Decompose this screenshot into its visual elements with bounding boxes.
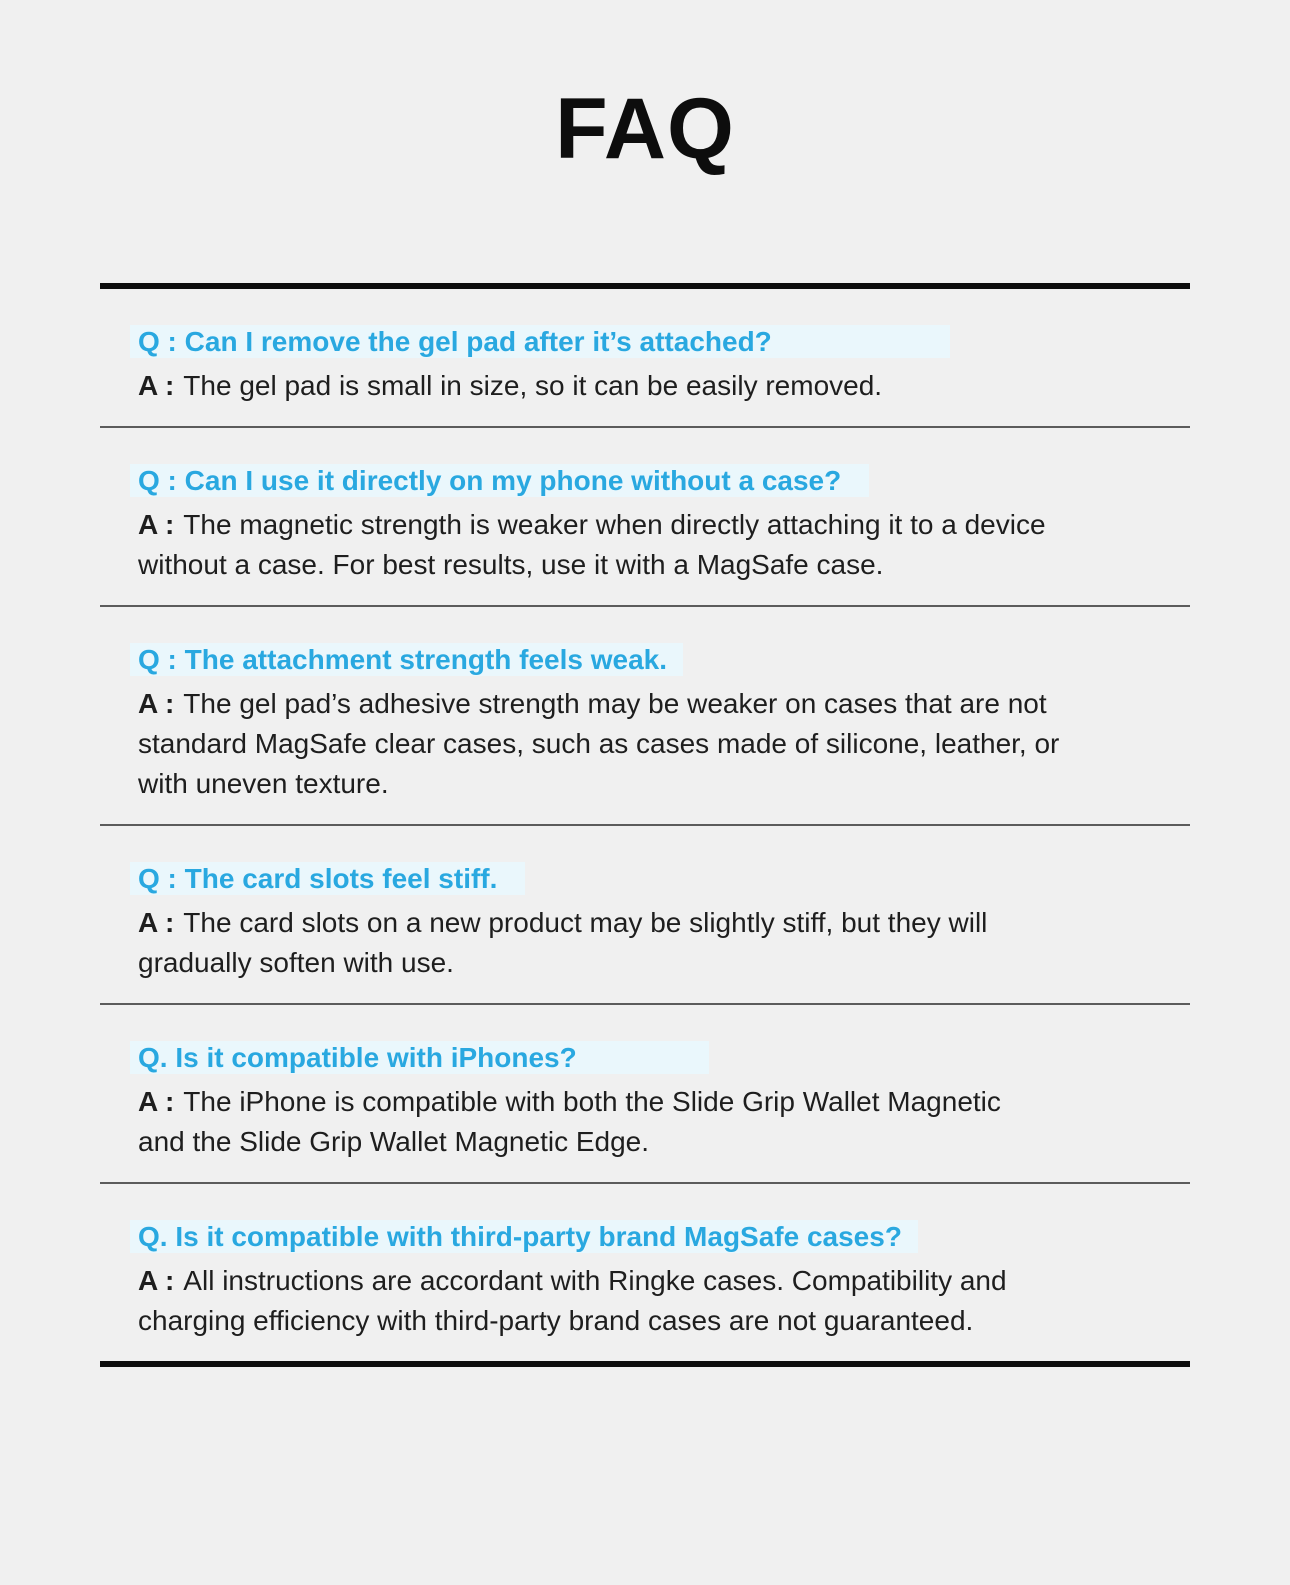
answer-line [130,903,1160,943]
answer-line [130,545,1160,585]
faq-page [0,81,1290,1367]
faq-item [100,428,1190,607]
answer-label: A : [138,1086,175,1117]
question-row [130,325,1160,358]
question-row [130,1041,1160,1074]
answer-line-text: The iPhone is compatible with both the Slide Grip Wallet Magnetic [183,1086,1001,1117]
answer-line [130,1082,1160,1122]
answer-line [130,1122,1160,1162]
answer-block [130,505,1160,585]
answer-line-text: All instructions are accordant with Ringke cases. Compatibility and [183,1265,1007,1296]
answer-line [130,764,1160,804]
answer-block [130,1082,1160,1162]
answer-line [130,724,1160,764]
answer-label: A : [138,907,175,938]
faq-list [100,283,1190,1367]
answer-line-text: The card slots on a new product may be slightly stiff, but they will [183,907,988,938]
faq-item [100,289,1190,428]
answer-line-text: The gel pad’s adhesive strength may be weaker on cases that are not [183,688,1047,719]
question-row [130,643,1160,676]
question-text: Q : Can I use it directly on my phone without a case? [130,464,869,497]
answer-line [130,684,1160,724]
answer-line [130,1301,1160,1341]
question-text: Q : Can I remove the gel pad after it’s attached? [130,325,950,358]
answer-label: A : [138,370,175,401]
question-row [130,862,1160,895]
faq-item [100,607,1190,826]
answer-line-text: gradually soften with use. [138,947,454,978]
answer-line [130,505,1160,545]
answer-line-text: and the Slide Grip Wallet Magnetic Edge. [138,1126,650,1157]
page-title: FAQ [555,81,735,177]
answer-line [130,366,1160,406]
question-row [130,464,1160,497]
answer-label: A : [138,509,175,540]
answer-line [130,943,1160,983]
question-text: Q : The card slots feel stiff. [130,862,525,895]
answer-line-text: The gel pad is small in size, so it can be easily removed. [183,370,883,401]
answer-line-text: without a case. For best results, use it with a MagSafe case. [138,549,884,580]
answer-line [130,1261,1160,1301]
answer-line-text: with uneven texture. [138,768,389,799]
answer-label: A : [138,688,175,719]
answer-block [130,903,1160,983]
question-row [130,1220,1160,1253]
answer-line-text: standard MagSafe clear cases, such as cases made of silicone, leather, or [138,728,1060,759]
answer-label: A : [138,1265,175,1296]
faq-item [100,1005,1190,1184]
answer-line-text: The magnetic strength is weaker when directly attaching it to a device [183,509,1046,540]
question-text: Q : The attachment strength feels weak. [130,643,683,676]
answer-block [130,1261,1160,1341]
answer-block [130,684,1160,804]
question-text: Q. Is it compatible with third-party brand MagSafe cases? [130,1220,918,1253]
answer-line-text: charging efficiency with third-party brand cases are not guaranteed. [138,1305,974,1336]
question-text: Q. Is it compatible with iPhones? [130,1041,709,1074]
faq-item [100,826,1190,1005]
answer-block [130,366,1160,406]
faq-item [100,1184,1190,1361]
